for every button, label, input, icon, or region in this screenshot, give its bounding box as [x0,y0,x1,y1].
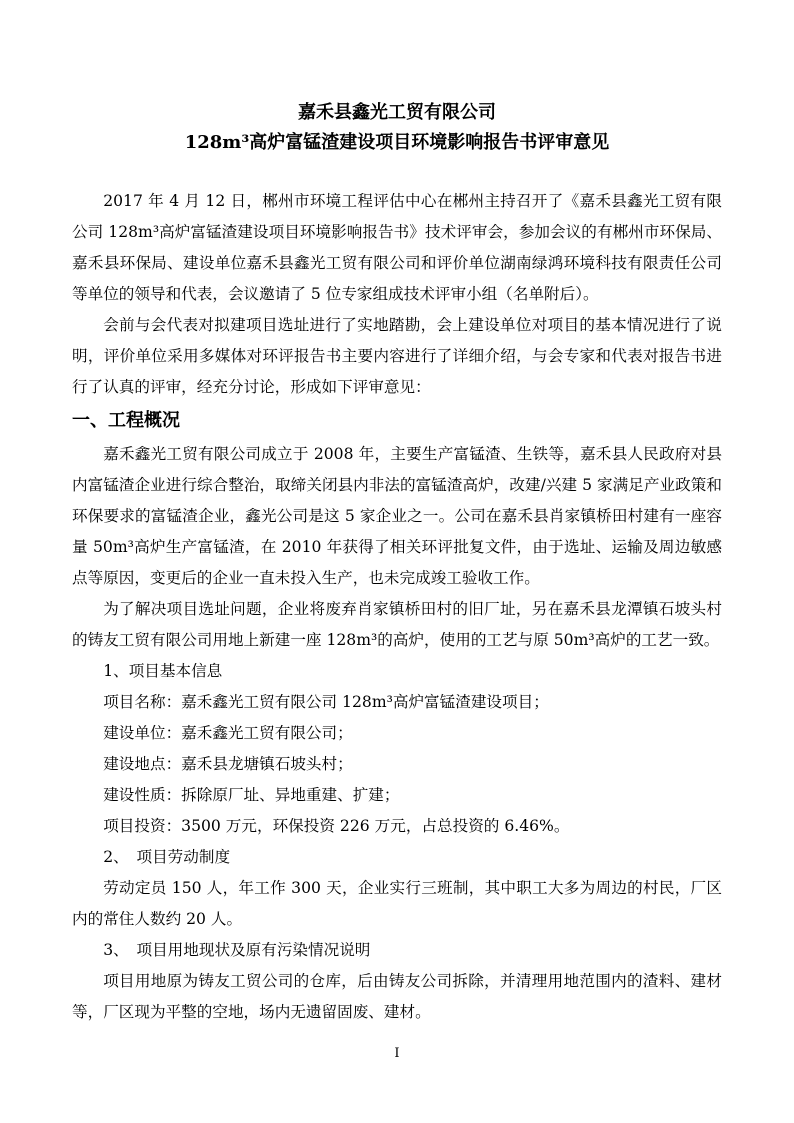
subsection-basic-info-title: 1、项目基本信息 [103,662,223,680]
basic-info-nature: 建设性质：拆除原厂址、异地重建、扩建； [103,786,400,804]
labor-paragraph: 劳动定员 150 人，年工作 300 天，企业实行三班制，其中职工大多为周边的村民，厂区内的常住人数约 20 人。 [72,879,722,928]
document-title-company: 嘉禾县鑫光工贸有限公司 [298,102,496,123]
basic-info-investment: 项目投资：3500 万元，环保投资 226 万元，占总投资的 6.46%。 [103,817,570,835]
overview-paragraph-1: 嘉禾鑫光工贸有限公司成立于 2008 年，主要生产富锰渣、生铁等，嘉禾县人民政府对县内富锰渣企业进行综合整治，取缔关闭县内非法的富锰渣高炉，改建/兴建 5 家满足产业政策和环保要求的富锰渣企业，鑫光公司是这 5 家企业之一。公司在嘉禾县肖家镇桥田村建有一座容量 50m³高炉生产富锰渣，在 2010 年获得了相关环评批复文件，由于选址、运输及周边敏感点等原因，变更后的企业一直未投入生产，也未完成竣工验收工作。 [72,445,722,587]
title-block [72,98,722,158]
basic-info-project-name: 项目名称：嘉禾鑫光工贸有限公司 128m³高炉富锰渣建设项目； [103,693,549,711]
land-paragraph: 项目用地原为铸友工贸公司的仓库，后由铸友公司拆除，并清理用地范围内的渣料、建材等，厂区现为平整的空地，场内无遗留固废、建材。 [72,972,722,1021]
document-title-report: 128m³高炉富锰渣建设项目环境影响报告书评审意见 [184,132,610,153]
basic-info-builder: 建设单位：嘉禾鑫光工贸有限公司； [103,724,353,742]
document-body [72,98,722,1028]
intro-paragraph-1: 2017 年 4 月 12 日，郴州市环境工程评估中心在郴州主持召开了《嘉禾县鑫光工贸有限公司 128m³高炉富锰渣建设项目环境影响报告书》技术评审会，参加会议的有郴州市环保局、嘉禾县环保局、建设单位嘉禾县鑫光工贸有限公司和评价单位湖南绿鸿环境科技有限责任公司等单位的领导和代表，会议邀请了 5 位专家组成技术评审小组（名单附后）。 [72,192,722,303]
subsection-labor-title: 2、 项目劳动制度 [103,848,231,866]
intro-paragraph-2: 会前与会代表对拟建项目选址进行了实地踏勘，会上建设单位对项目的基本情况进行了说明，评价单位采用多媒体对环评报告书主要内容进行了详细介绍，与会专家和代表对报告书进行了认真的评审，经充分讨论，形成如下评审意见： [72,316,722,396]
overview-paragraph-2: 为了解决项目选址问题，企业将废弃肖家镇桥田村的旧厂址，另在嘉禾县龙潭镇石坡头村的铸友工贸有限公司用地上新建一座 128m³的高炉，使用的工艺与原 50m³高炉的工艺一致。 [72,600,722,649]
section-heading-project-overview: 一、工程概况 [72,410,180,431]
subsection-land-title: 3、 项目用地现状及原有污染情况说明 [103,941,371,959]
page-number: I [394,1046,400,1061]
basic-info-location: 建设地点：嘉禾县龙塘镇石坡头村； [103,755,353,773]
